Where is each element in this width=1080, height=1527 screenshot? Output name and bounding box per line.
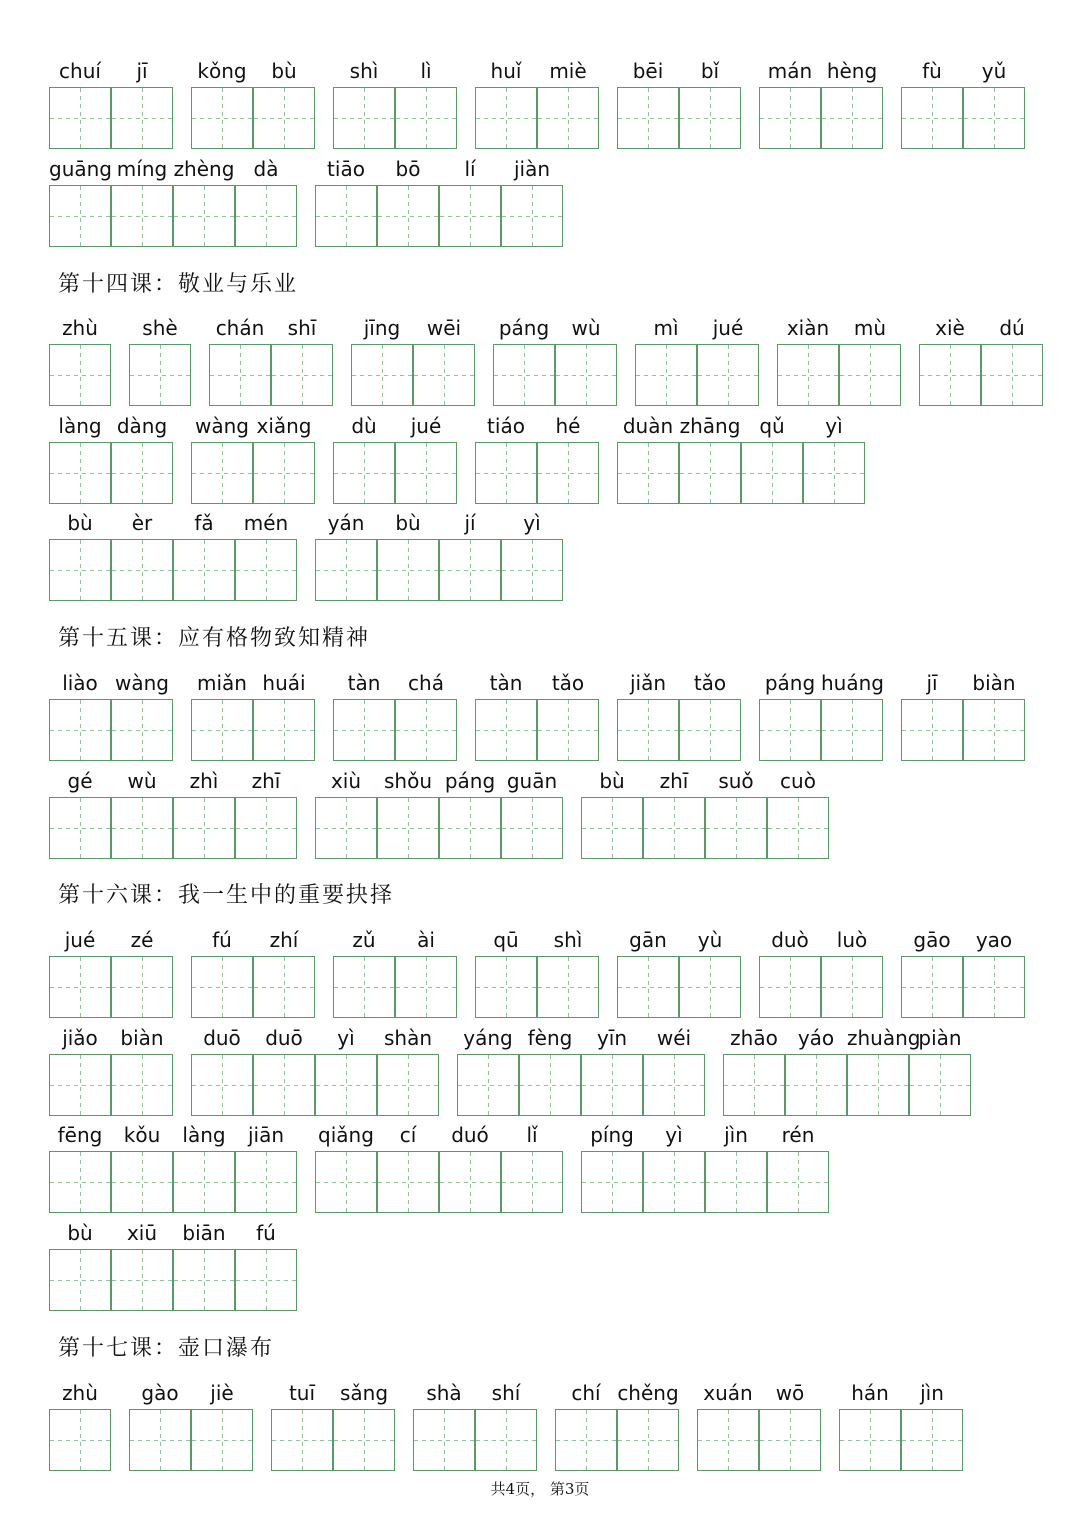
pinyin-label: yīn [596, 1026, 628, 1050]
writing-grid-cell[interactable] [741, 442, 803, 504]
writing-grid-cell[interactable] [643, 797, 705, 859]
writing-grid-cell[interactable] [785, 1054, 847, 1116]
pinyin-label: bēi [632, 59, 664, 83]
writing-grid-cell[interactable] [315, 185, 377, 247]
pinyin-label: fēng [57, 1123, 103, 1147]
writing-grid-cell[interactable] [803, 442, 865, 504]
writing-grid-cell[interactable] [679, 956, 741, 1018]
pinyin-label: dàng [116, 414, 168, 438]
writing-grid-cell[interactable] [981, 344, 1043, 406]
pinyin-label: tuī [288, 1381, 316, 1405]
pinyin-label: bù [67, 511, 93, 535]
writing-grid-cell[interactable] [439, 797, 501, 859]
pinyin-label: hán [851, 1381, 889, 1405]
pinyin-label: bǐ [700, 59, 720, 83]
pinyin-label: wēi [426, 316, 462, 340]
pinyin-label: bù [599, 769, 625, 793]
writing-grid-cell[interactable] [191, 699, 253, 761]
pinyin-label: zhí [269, 928, 299, 952]
pinyin-label: gé [67, 769, 93, 793]
writing-grid-cell[interactable] [963, 699, 1025, 761]
writing-grid-cell[interactable] [315, 539, 377, 601]
writing-grid-cell[interactable] [235, 797, 297, 859]
writing-grid-cell[interactable] [901, 699, 963, 761]
pinyin-label: làng [58, 414, 102, 438]
pinyin-label: píng [590, 1123, 634, 1147]
writing-grid-cell[interactable] [49, 344, 111, 406]
writing-grid-cell[interactable] [235, 1249, 297, 1311]
writing-grid-cell[interactable] [129, 1409, 191, 1471]
pinyin-label: wàng [115, 671, 169, 695]
pinyin-label: wéi [656, 1026, 692, 1050]
writing-grid-cell[interactable] [191, 1054, 253, 1116]
writing-grid-cell[interactable] [759, 1409, 821, 1471]
pinyin-label: yì [523, 511, 541, 535]
writing-grid-cell[interactable] [377, 539, 439, 601]
pinyin-label: bō [395, 157, 421, 181]
writing-grid-cell[interactable] [129, 344, 191, 406]
pinyin-label: tàn [347, 671, 381, 695]
writing-grid-cell[interactable] [173, 1151, 235, 1213]
pinyin-label: dù [351, 414, 377, 438]
writing-grid-cell[interactable] [49, 699, 111, 761]
writing-grid-cell[interactable] [759, 956, 821, 1018]
writing-grid-cell[interactable] [111, 956, 173, 1018]
writing-grid-cell[interactable] [697, 344, 759, 406]
writing-grid-cell[interactable] [679, 87, 741, 149]
pinyin-label: fú [256, 1221, 276, 1245]
pinyin-label: biàn [120, 1026, 164, 1050]
pinyin-label: zé [130, 928, 154, 952]
pinyin-label: jiǎo [62, 1026, 98, 1050]
pinyin-label: xiǎng [256, 414, 312, 438]
pinyin-label: chěng [617, 1381, 679, 1405]
pinyin-label: luò [836, 928, 868, 952]
writing-grid-cell[interactable] [501, 1151, 563, 1213]
pinyin-label: jīng [363, 316, 401, 340]
writing-grid-cell[interactable] [111, 699, 173, 761]
pinyin-label: zhāo [730, 1026, 778, 1050]
pinyin-label: rén [781, 1123, 815, 1147]
pinyin-label: yù [697, 928, 723, 952]
pinyin-label: qǔ [759, 414, 785, 438]
writing-grid-cell[interactable] [643, 1151, 705, 1213]
pinyin-label: lí [464, 157, 476, 181]
pinyin-label: jī [926, 671, 938, 695]
writing-grid-cell[interactable] [767, 1151, 829, 1213]
writing-grid-cell[interactable] [235, 539, 297, 601]
pinyin-label: liào [62, 671, 98, 695]
writing-grid-cell[interactable] [617, 699, 679, 761]
writing-grid-cell[interactable] [49, 1151, 111, 1213]
writing-grid-cell[interactable] [111, 1054, 173, 1116]
pinyin-label: wù [571, 316, 601, 340]
pinyin-label: fú [212, 928, 232, 952]
pinyin-label: yì [665, 1123, 683, 1147]
writing-grid-cell[interactable] [537, 87, 599, 149]
writing-grid-cell[interactable] [501, 185, 563, 247]
writing-grid-cell[interactable] [413, 1409, 475, 1471]
pinyin-label: dú [999, 316, 1025, 340]
pinyin-label: biàn [972, 671, 1016, 695]
page-footer: 共4页， 第3页 [490, 1480, 590, 1498]
writing-grid-cell[interactable] [635, 344, 697, 406]
writing-grid-cell[interactable] [395, 699, 457, 761]
writing-grid-cell[interactable] [49, 539, 111, 601]
writing-grid-cell[interactable] [723, 1054, 785, 1116]
pinyin-label: cuò [780, 769, 816, 793]
pinyin-label: lì [420, 59, 432, 83]
pinyin-label: fǎ [194, 511, 214, 535]
pinyin-label: shì [553, 928, 583, 952]
pinyin-label: jiàn [513, 157, 551, 181]
writing-grid-cell[interactable] [191, 442, 253, 504]
pinyin-label: duàn [622, 414, 674, 438]
writing-grid-cell[interactable] [191, 87, 253, 149]
pinyin-label: zhī [659, 769, 689, 793]
writing-grid-cell[interactable] [537, 699, 599, 761]
writing-grid-cell[interactable] [839, 1409, 901, 1471]
writing-grid-cell[interactable] [111, 1151, 173, 1213]
pinyin-label: miǎn [197, 671, 247, 695]
writing-grid-cell[interactable] [501, 797, 563, 859]
pinyin-label: xiè [935, 316, 965, 340]
writing-grid-cell[interactable] [555, 344, 617, 406]
pinyin-label: páng [498, 316, 550, 340]
writing-grid-cell[interactable] [847, 1054, 909, 1116]
writing-grid-cell[interactable] [555, 1409, 617, 1471]
writing-grid-cell[interactable] [821, 956, 883, 1018]
pinyin-label: duō [203, 1026, 241, 1050]
writing-grid-cell[interactable] [49, 1054, 111, 1116]
pinyin-label: shà [426, 1381, 462, 1405]
pinyin-label: jī [136, 59, 148, 83]
writing-grid-cell[interactable] [395, 956, 457, 1018]
writing-grid-cell[interactable] [49, 185, 111, 247]
writing-grid-cell[interactable] [901, 87, 963, 149]
writing-grid-cell[interactable] [475, 87, 537, 149]
pinyin-label: xiū [126, 1221, 158, 1245]
pinyin-label: kǒu [123, 1123, 161, 1147]
pinyin-label: chí [571, 1381, 601, 1405]
pinyin-label: huái [262, 671, 306, 695]
writing-grid-cell[interactable] [315, 1054, 377, 1116]
pinyin-label: guāng [49, 157, 112, 181]
writing-grid-cell[interactable] [253, 442, 315, 504]
writing-grid-cell[interactable] [111, 1249, 173, 1311]
pinyin-label: làng [182, 1123, 226, 1147]
writing-grid-cell[interactable] [333, 87, 395, 149]
pinyin-label: jiān [247, 1123, 285, 1147]
writing-grid-cell[interactable] [235, 1151, 297, 1213]
writing-grid-cell[interactable] [333, 442, 395, 504]
writing-grid-cell[interactable] [49, 1409, 111, 1471]
pinyin-label: shè [142, 316, 178, 340]
writing-grid-cell[interactable] [253, 1054, 315, 1116]
writing-grid-cell[interactable] [49, 956, 111, 1018]
writing-grid-cell[interactable] [253, 956, 315, 1018]
pinyin-label: mán [767, 59, 813, 83]
pinyin-label: gāo [913, 928, 951, 952]
pinyin-label: dà [253, 157, 279, 181]
writing-grid-cell[interactable] [643, 1054, 705, 1116]
pinyin-label: gān [629, 928, 667, 952]
writing-grid-cell[interactable] [173, 797, 235, 859]
pinyin-label: páng [444, 769, 496, 793]
writing-grid-cell[interactable] [209, 344, 271, 406]
writing-grid-cell[interactable] [191, 1409, 253, 1471]
lesson-title: 第十六课：我一生中的重要抉择 [58, 883, 395, 908]
writing-grid-cell[interactable] [475, 699, 537, 761]
writing-grid-cell[interactable] [475, 956, 537, 1018]
pinyin-label: shàn [383, 1026, 433, 1050]
pinyin-label: yì [337, 1026, 355, 1050]
pinyin-label: shī [287, 316, 317, 340]
pinyin-label: fù [922, 59, 942, 83]
writing-grid-cell[interactable] [581, 1054, 643, 1116]
pinyin-label: kǒng [197, 59, 247, 83]
pinyin-label: yáng [463, 1026, 513, 1050]
pinyin-label: tǎo [551, 671, 585, 695]
pinyin-label: shǒu [383, 769, 432, 793]
writing-grid-cell[interactable] [777, 344, 839, 406]
pinyin-label: huáng [821, 671, 884, 695]
pinyin-label: bù [271, 59, 297, 83]
writing-grid-cell[interactable] [271, 344, 333, 406]
writing-grid-cell[interactable] [617, 956, 679, 1018]
writing-grid-cell[interactable] [111, 442, 173, 504]
pinyin-label: zhù [62, 316, 98, 340]
writing-grid-cell[interactable] [333, 956, 395, 1018]
writing-grid-cell[interactable] [49, 87, 111, 149]
writing-grid-cell[interactable] [901, 1409, 963, 1471]
pinyin-label: xiù [330, 769, 362, 793]
writing-grid-cell[interactable] [395, 87, 457, 149]
pinyin-label: jìn [724, 1123, 748, 1147]
pinyin-label: xuán [703, 1381, 753, 1405]
pinyin-label: jiǎn [629, 671, 667, 695]
writing-grid-cell[interactable] [475, 442, 537, 504]
writing-grid-cell[interactable] [901, 956, 963, 1018]
writing-grid-cell[interactable] [173, 1249, 235, 1311]
pinyin-label: piàn [918, 1026, 962, 1050]
writing-grid-cell[interactable] [377, 185, 439, 247]
writing-grid-cell[interactable] [439, 1151, 501, 1213]
pinyin-label: hé [555, 414, 581, 438]
pinyin-label: mù [853, 316, 887, 340]
pinyin-label: yao [975, 928, 1013, 952]
lesson-title: 第十七课：壶口瀑布 [58, 1336, 275, 1361]
pinyin-label: jué [64, 928, 96, 952]
writing-grid-cell[interactable] [501, 539, 563, 601]
pinyin-label: zhuàng [847, 1026, 921, 1050]
writing-grid-cell[interactable] [767, 797, 829, 859]
pinyin-label: cí [399, 1123, 417, 1147]
writing-grid-cell[interactable] [475, 1409, 537, 1471]
writing-grid-cell[interactable] [253, 699, 315, 761]
pinyin-label: wàng [195, 414, 249, 438]
writing-grid-cell[interactable] [315, 1151, 377, 1213]
pinyin-label: jiè [210, 1381, 234, 1405]
writing-grid-cell[interactable] [581, 797, 643, 859]
writing-grid-cell[interactable] [111, 185, 173, 247]
writing-grid-cell[interactable] [705, 1151, 767, 1213]
pinyin-label: miè [549, 59, 587, 83]
pinyin-label: duò [771, 928, 809, 952]
writing-grid-cell[interactable] [351, 344, 413, 406]
writing-grid-cell[interactable] [49, 442, 111, 504]
pinyin-label: mì [653, 316, 679, 340]
pinyin-label: èr [131, 511, 153, 535]
pinyin-label: ài [417, 928, 435, 952]
pinyin-label: fèng [527, 1026, 573, 1050]
writing-grid-cell[interactable] [457, 1054, 519, 1116]
writing-grid-cell[interactable] [191, 956, 253, 1018]
pinyin-label: bù [67, 1221, 93, 1245]
pinyin-label: biān [182, 1221, 226, 1245]
pinyin-label: zhī [251, 769, 281, 793]
pinyin-label: qū [493, 928, 519, 952]
pinyin-label: tiāo [327, 157, 365, 181]
writing-grid-cell[interactable] [413, 344, 475, 406]
writing-grid-cell[interactable] [519, 1054, 581, 1116]
pinyin-label: míng [116, 157, 168, 181]
writing-grid-cell[interactable] [377, 1151, 439, 1213]
writing-grid-cell[interactable] [963, 87, 1025, 149]
writing-grid-cell[interactable] [49, 797, 111, 859]
writing-grid-cell[interactable] [617, 87, 679, 149]
pinyin-label: guān [506, 769, 558, 793]
pinyin-label: chán [215, 316, 265, 340]
writing-grid-cell[interactable] [377, 1054, 439, 1116]
pinyin-label: wù [127, 769, 157, 793]
pinyin-label: zhì [189, 769, 219, 793]
pinyin-label: jué [712, 316, 744, 340]
pinyin-label: yán [327, 511, 365, 535]
pinyin-label: lǐ [526, 1123, 538, 1147]
pinyin-label: páng [764, 671, 816, 695]
pinyin-label: suǒ [718, 769, 754, 793]
writing-grid-cell[interactable] [395, 442, 457, 504]
writing-grid-cell[interactable] [173, 539, 235, 601]
lesson-title: 第十五课：应有格物致知精神 [58, 626, 371, 651]
writing-grid-cell[interactable] [111, 87, 173, 149]
writing-grid-cell[interactable] [333, 699, 395, 761]
writing-grid-cell[interactable] [537, 442, 599, 504]
writing-grid-cell[interactable] [253, 87, 315, 149]
pinyin-label: jué [410, 414, 442, 438]
pinyin-label: chuí [59, 59, 101, 83]
pinyin-label: tǎo [693, 671, 727, 695]
writing-grid-cell[interactable] [173, 185, 235, 247]
writing-grid-cell[interactable] [333, 1409, 395, 1471]
writing-grid-cell[interactable] [963, 956, 1025, 1018]
writing-grid-cell[interactable] [271, 1409, 333, 1471]
pinyin-label: wō [775, 1381, 805, 1405]
pinyin-label: huǐ [490, 59, 522, 83]
lesson-title: 第十四课：敬业与乐业 [58, 272, 299, 297]
pinyin-label: shí [491, 1381, 521, 1405]
pinyin-label: chá [408, 671, 444, 695]
pinyin-label: jìn [920, 1381, 944, 1405]
writing-grid-cell[interactable] [235, 185, 297, 247]
pinyin-label: yì [825, 414, 843, 438]
writing-grid-cell[interactable] [315, 797, 377, 859]
writing-grid-cell[interactable] [697, 1409, 759, 1471]
writing-grid-cell[interactable] [493, 344, 555, 406]
pinyin-label: xiàn [786, 316, 830, 340]
writing-grid-cell[interactable] [617, 1409, 679, 1471]
writing-grid-cell[interactable] [705, 797, 767, 859]
writing-grid-cell[interactable] [111, 797, 173, 859]
writing-grid-cell[interactable] [537, 956, 599, 1018]
writing-grid-cell[interactable] [439, 185, 501, 247]
writing-grid-cell[interactable] [821, 699, 883, 761]
pinyin-label: hèng [826, 59, 878, 83]
pinyin-label: zhāng [679, 414, 741, 438]
pinyin-label: tiáo [487, 414, 525, 438]
pinyin-label: mén [243, 511, 289, 535]
pinyin-label: gào [141, 1381, 179, 1405]
pinyin-label: qiǎng [318, 1123, 374, 1147]
writing-grid-cell[interactable] [439, 539, 501, 601]
pinyin-label: jí [464, 511, 476, 535]
writing-grid-cell[interactable] [759, 699, 821, 761]
writing-grid-cell[interactable] [821, 87, 883, 149]
writing-grid-cell[interactable] [617, 442, 679, 504]
writing-grid-cell[interactable] [377, 797, 439, 859]
writing-grid-cell[interactable] [839, 344, 901, 406]
pinyin-label: bù [395, 511, 421, 535]
pinyin-label: duó [451, 1123, 489, 1147]
writing-grid-cell[interactable] [49, 1249, 111, 1311]
writing-grid-cell[interactable] [919, 344, 981, 406]
pinyin-label: duō [265, 1026, 303, 1050]
writing-grid-cell[interactable] [111, 539, 173, 601]
pinyin-label: yǔ [981, 59, 1007, 83]
pinyin-label: zǔ [352, 928, 376, 952]
writing-grid-cell[interactable] [679, 699, 741, 761]
pinyin-label: shì [349, 59, 379, 83]
pinyin-label: sǎng [339, 1381, 389, 1405]
pinyin-label: tàn [489, 671, 523, 695]
pinyin-label: zhù [62, 1381, 98, 1405]
pinyin-label: zhèng [173, 157, 235, 181]
writing-grid-cell[interactable] [581, 1151, 643, 1213]
writing-grid-cell[interactable] [909, 1054, 971, 1116]
writing-grid-cell[interactable] [759, 87, 821, 149]
writing-grid-cell[interactable] [679, 442, 741, 504]
pinyin-label: yáo [797, 1026, 835, 1050]
